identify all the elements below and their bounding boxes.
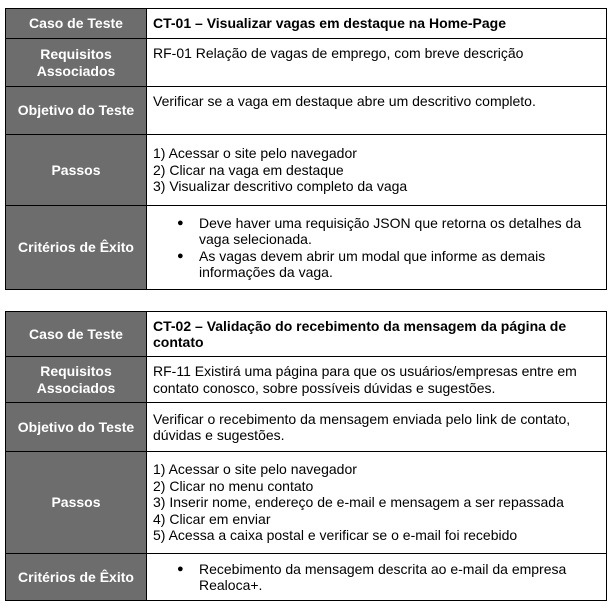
test-case-row: [6, 9, 607, 39]
step-item: 3) Inserir nome, endereço de e-mail e mensagem a ser repassada: [153, 494, 564, 511]
criteria-list: [153, 561, 600, 594]
test-case-row: [6, 312, 607, 357]
steps-row: [6, 135, 607, 206]
step-item: 1) Acessar o site pelo navegador: [153, 461, 357, 478]
objective-row: [6, 403, 607, 452]
requirements-value: RF-01 Relação de vagas de emprego, com breve descrição: [147, 39, 607, 87]
step-item: 2) Clicar na vaga em destaque: [153, 161, 344, 178]
step-item: 4) Clicar em enviar: [153, 510, 271, 527]
step-item: 3) Visualizar descritivo completo da vaga: [153, 178, 408, 195]
steps-list: [147, 135, 607, 206]
criteria-label: Critérios de Êxito: [6, 206, 147, 290]
steps-row: [6, 452, 607, 554]
criteria-list: [153, 215, 600, 281]
case-label: Caso de Teste: [6, 9, 147, 39]
step-item: 1) Acessar o site pelo navegador: [153, 145, 357, 162]
criteria-item: ● Deve haver uma requisição JSON que retorna os detalhes da vaga selecionada.: [199, 215, 600, 248]
test-case-title: CT-01 – Visualizar vagas em destaque na Home-Page: [147, 9, 607, 39]
criteria-value: [147, 554, 607, 601]
objective-value: Verificar se a vaga em destaque abre um descritivo completo.: [147, 87, 607, 135]
criteria-row: [6, 206, 607, 290]
test-case-title: CT-02 – Validação do recebimento da mensagem da página de contato: [147, 312, 607, 357]
objective-row: [6, 87, 607, 135]
case-label: Caso de Teste: [6, 312, 147, 357]
objective-label: Objetivo do Teste: [6, 87, 147, 135]
steps-label: Passos: [6, 135, 147, 206]
criteria-item: ● Recebimento da mensagem descrita ao e-mail da empresa Realoca+.: [199, 561, 600, 594]
objective-label: Objetivo do Teste: [6, 403, 147, 452]
step-item: 2) Clicar no menu contato: [153, 477, 314, 494]
requirements-row: [6, 357, 607, 403]
criteria-row: [6, 554, 607, 601]
requirements-label: Requisitos Associados: [6, 39, 147, 87]
requirements-label: Requisitos Associados: [6, 357, 147, 403]
test-case-table-2: [5, 311, 607, 601]
requirements-value: RF-11 Existirá uma página para que os usuários/empresas entre em contato conosco, sobre possíveis dúvidas e sugestões.: [147, 357, 607, 403]
steps-label: Passos: [6, 452, 147, 554]
criteria-value: [147, 206, 607, 290]
objective-value: Verificar o recebimento da mensagem enviada pelo link de contato, dúvidas e sugestões.: [147, 403, 607, 452]
requirements-row: [6, 39, 607, 87]
criteria-item: ● As vagas devem abrir um modal que informe as demais informações da vaga.: [199, 248, 600, 281]
steps-list: [147, 452, 607, 554]
test-case-table-1: [5, 8, 607, 290]
criteria-label: Critérios de Êxito: [6, 554, 147, 601]
step-item: 5) Acessa a caixa postal e verificar se o e-mail foi recebido: [153, 527, 518, 544]
